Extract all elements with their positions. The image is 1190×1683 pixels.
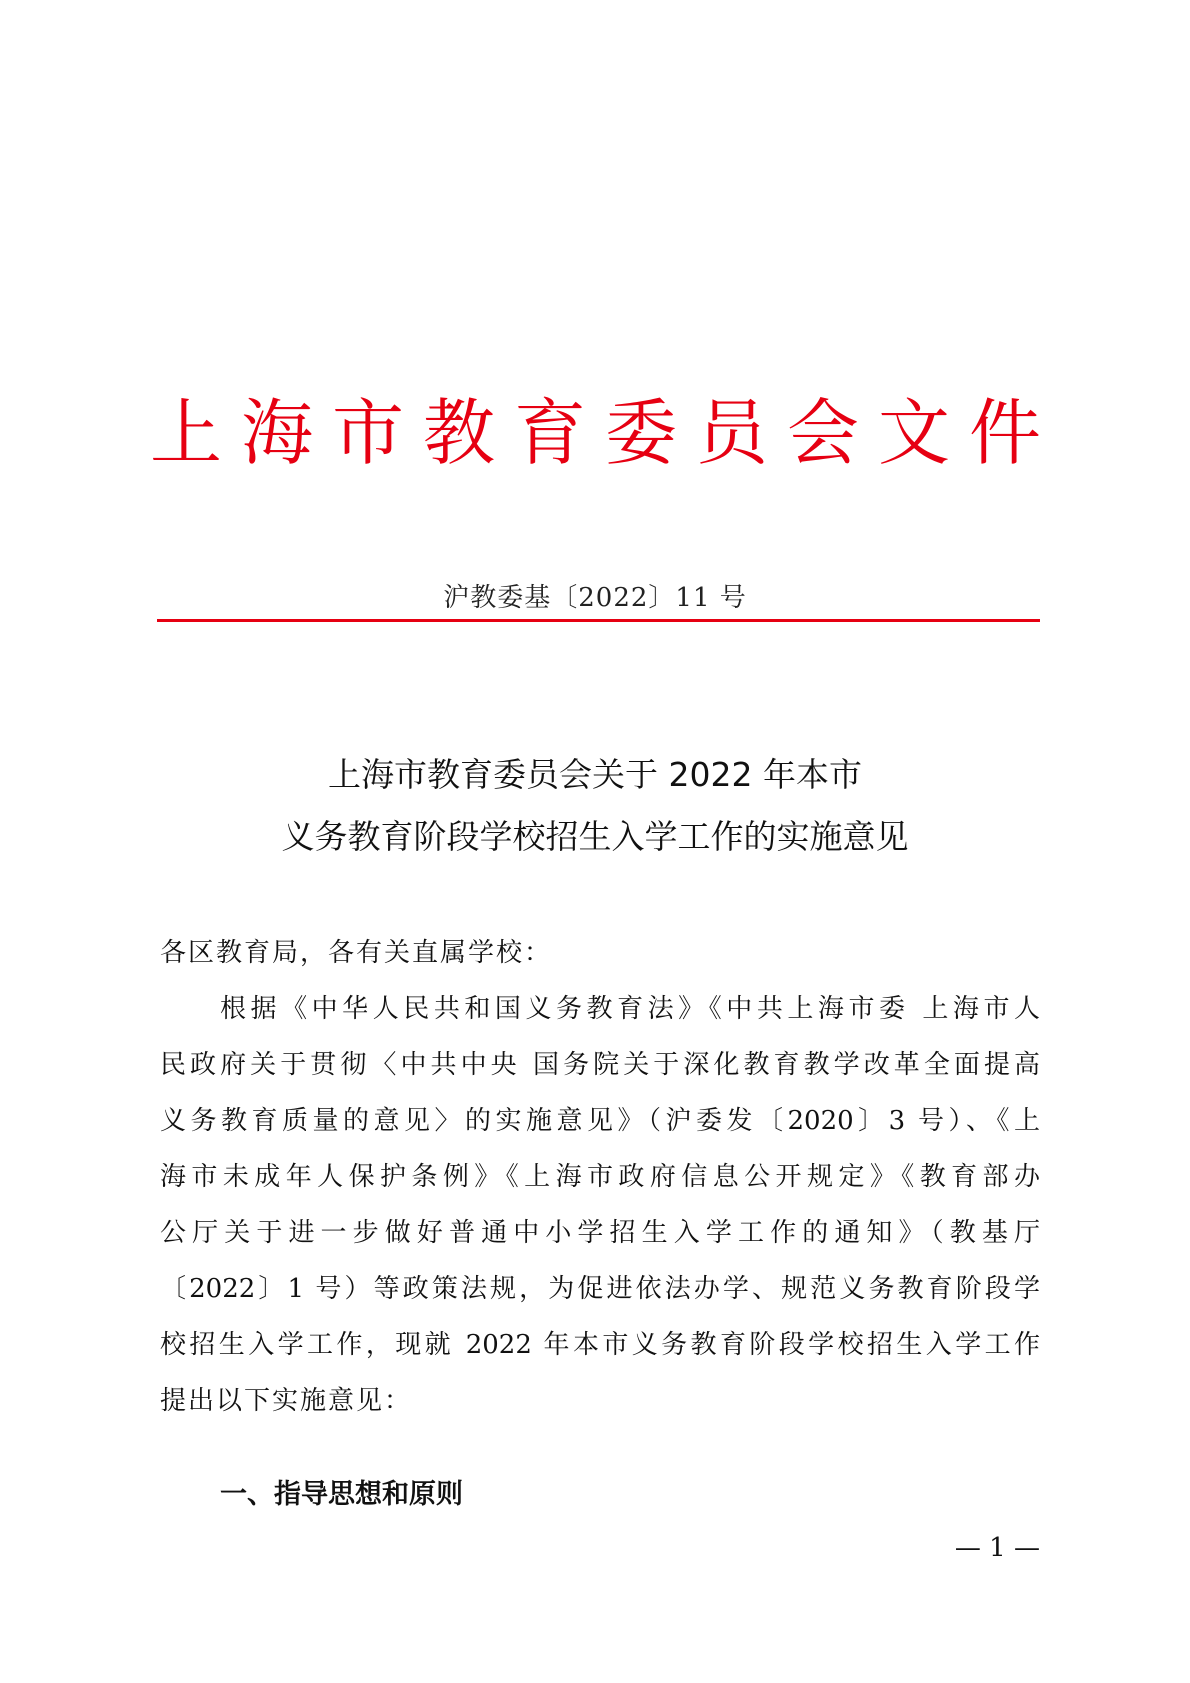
body-paragraph-line: 〔2022〕1 号）等政策法规，为促进依法办学、规范义务教育阶段学 [160, 1274, 1040, 1304]
body-paragraph-line: 民政府关于贯彻〈中共中央 国务院关于深化教育教学改革全面提高 [160, 1050, 1040, 1080]
body-paragraph-line: 提出以下实施意见： [160, 1386, 413, 1416]
body-paragraph-line: 公厅关于进一步做好普通中小学招生入学工作的通知》（教基厅 [160, 1218, 1040, 1248]
document-number: 沪教委基〔2022〕11 号 [443, 583, 747, 613]
body-paragraph-line: 根据《中华人民共和国义务教育法》《中共上海市委 上海市人 [220, 994, 1040, 1024]
issuer-header-title: 上海市教育委员会文件 [150, 391, 1061, 475]
salutation: 各区教育局，各有关直属学校： [160, 938, 553, 968]
document-title-line-1: 上海市教育委员会关于 2022 年本市 [328, 755, 862, 794]
body-paragraph-line: 校招生入学工作，现就 2022 年本市义务教育阶段学校招生入学工作 [160, 1330, 1040, 1360]
page-number: — 1 — [954, 1533, 1040, 1563]
body-paragraph-line: 义务教育质量的意见〉的实施意见》（沪委发〔2020〕3 号）、《上 [160, 1106, 1040, 1136]
document-title [150, 744, 1040, 868]
section-heading: 一、指导思想和原则 [220, 1479, 463, 1510]
red-divider-line [157, 619, 1040, 622]
body-paragraph-line: 海市未成年人保护条例》《上海市政府信息公开规定》《教育部办 [160, 1162, 1040, 1192]
document-title-line-2: 义务教育阶段学校招生入学工作的实施意见 [281, 817, 909, 856]
